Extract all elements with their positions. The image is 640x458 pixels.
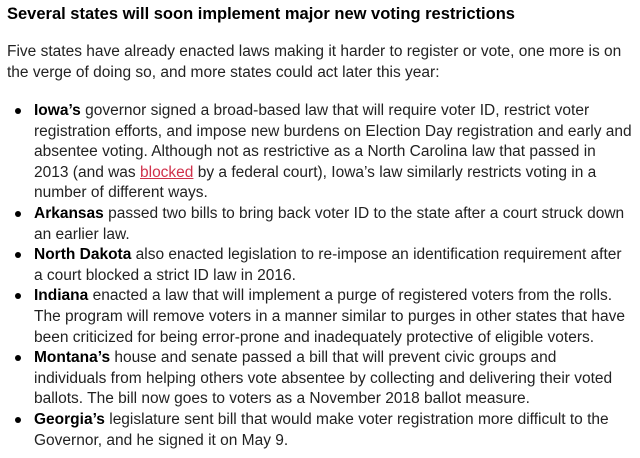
item-text: governor signed a broad-based law that will require voter ID, restrict voter registration efforts, and impose new burdens on Election Day registration and early and absentee voting. Although not as restrictive as a North Carolina law that passed in 2013 (and was xyxy=(34,102,632,181)
state-name: Iowa’s xyxy=(34,102,81,119)
list-item-georgia xyxy=(7,410,632,451)
list-item-montana xyxy=(7,348,632,410)
bullet-icon xyxy=(15,293,21,299)
state-name: North Dakota xyxy=(34,246,132,264)
list-item-north-dakota xyxy=(7,245,632,286)
intro-paragraph: Five states have already enacted laws making it harder to register or vote, one more is on the verge of doing so, and more states could act later this year: xyxy=(7,43,622,81)
state-list xyxy=(7,101,632,451)
bullet-icon xyxy=(15,355,21,361)
bullet-icon xyxy=(15,417,21,423)
item-text: also enacted legislation to re-impose an identification requirement after a court blocked a strict ID law in 2016. xyxy=(34,246,622,284)
item-text: legislature sent bill that would make voter registration more difficult to the Governor, and he signed it on May 9. xyxy=(34,410,609,449)
state-name: Indiana xyxy=(34,287,89,305)
bullet-icon xyxy=(15,108,21,114)
blocked-link[interactable]: blocked xyxy=(140,163,194,181)
state-name: Montana’s xyxy=(34,349,111,367)
article-heading: Several states will soon implement major new voting restrictions xyxy=(7,5,515,23)
item-text: enacted a law that will implement a purge of registered voters from the rolls. The program will remove voters in a manner similar to purges in other states that have been criticized for being error-prone and inadequately protective of eligible voters. xyxy=(34,287,625,346)
item-text: passed two bills to bring back voter ID to the state after a court struck down an earlier law. xyxy=(34,204,625,243)
list-item-iowa xyxy=(7,101,632,204)
state-name: Georgia’s xyxy=(34,410,105,428)
list-item-indiana xyxy=(7,286,632,348)
state-name: Arkansas xyxy=(34,204,104,222)
bullet-icon xyxy=(15,252,21,258)
item-text: house and senate passed a bill that will prevent civic groups and individuals from helping others vote absentee by collecting and delivering their voted ballots. The bill now goes to voters as a November 2018 ballot measure. xyxy=(34,349,613,408)
list-item-arkansas xyxy=(7,204,632,245)
item-text-after: by a federal court), Iowa’s law similarly restricts voting in a number of different ways. xyxy=(34,163,597,202)
bullet-icon xyxy=(15,211,21,217)
